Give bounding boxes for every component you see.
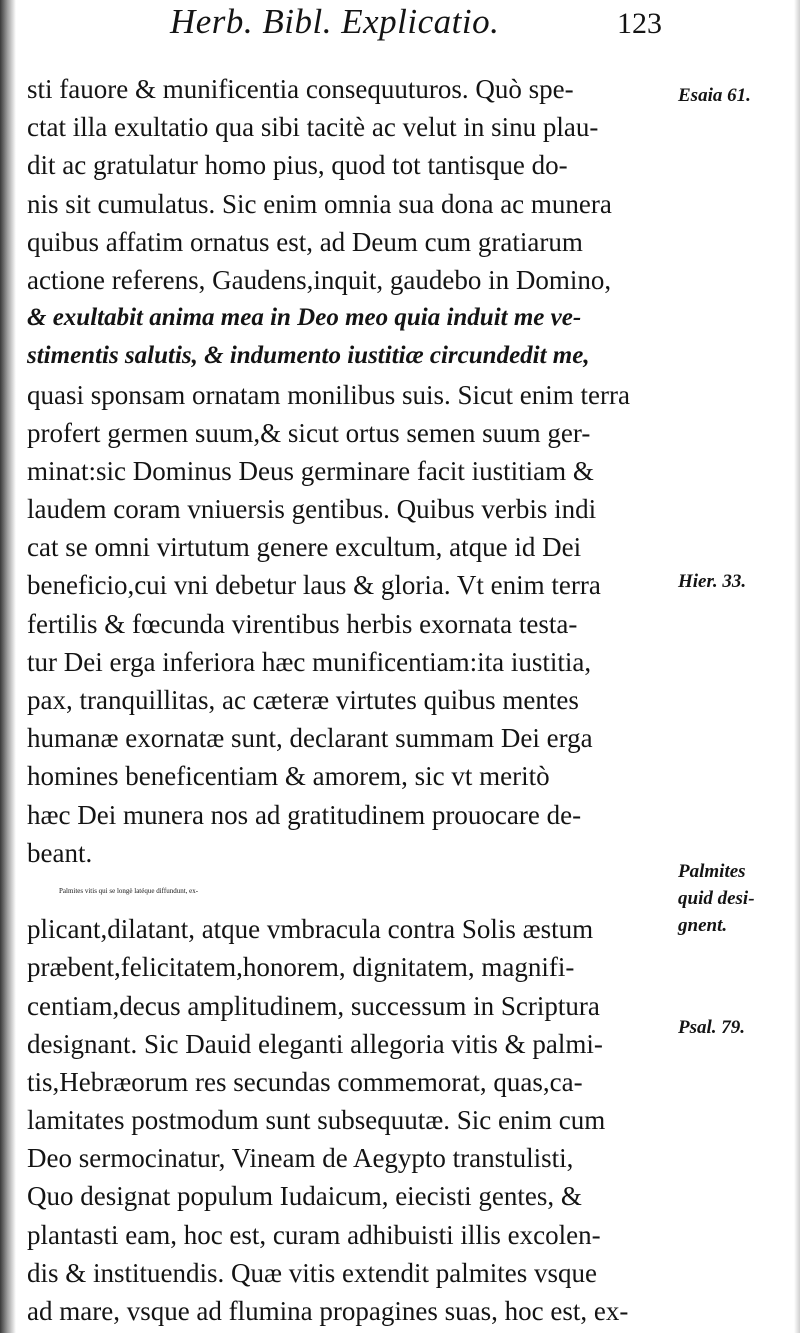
- text-line: profert germen suum,& sicut ortus semen suum ger-: [27, 417, 591, 448]
- text-line: quibus affatim ornatus est, ad Deum cum gratiarum: [27, 226, 583, 257]
- text-line-quotation: stimentis salutis, & indumento iustitiæ circundedit me,: [27, 342, 590, 370]
- text-line: nis sit cumulatus. Sic enim omnia sua dona ac munera: [27, 188, 612, 219]
- text-line: actione referens, Gaudens,inquit, gaudebo in Domino,: [27, 264, 612, 295]
- text-line-quotation: & exultabit anima mea in Deo meo quia induit me ve-: [27, 304, 582, 332]
- running-head-title: Herb. Bibl. Explicatio.: [170, 2, 500, 41]
- text-line: ad mare, vsque ad flumina propagines suas, hoc est, ex-: [27, 1296, 629, 1326]
- text-line: lamitates postmodum sunt subsequutæ. Sic enim cum: [27, 1105, 606, 1136]
- text-line: Deo sermocinatur, Vineam de Aegypto transtulisti,: [27, 1143, 574, 1174]
- text-line: laudem coram vniuersis gentibus. Quibus verbis indi: [27, 494, 597, 525]
- text-line: tis,Hebræorum res secundas commemorat, quas,ca-: [27, 1066, 583, 1097]
- text-line: præbent,felicitatem,honorem, dignitatem, magnifi-: [27, 952, 575, 983]
- margin-note-gnent: gnent.: [678, 915, 728, 936]
- text-line: pax, tranquillitas, ac cæteræ virtutes quibus mentes: [27, 685, 579, 715]
- text-line: dis & instituendis. Quæ vitis extendit palmites vsque: [27, 1257, 597, 1288]
- text-line: beneficio,cui vni debetur laus & gloria. Vt enim terra: [27, 570, 601, 601]
- text-line: designant. Sic Dauid eleganti allegoria vitis & palmi-: [27, 1028, 603, 1059]
- text-line: Quo designat populum Iudaicum, eiecisti gentes, &: [27, 1181, 582, 1212]
- text-line: quasi sponsam ornatam monilibus suis. Sicut enim terra: [27, 379, 630, 410]
- text-line: cat se omni virtutum genere excultum, atque id Dei: [27, 532, 582, 563]
- text-line: minat:sic Dominus Deus germinare facit iustitiam &: [27, 455, 594, 486]
- margin-note-quid-designent: quid desi-: [678, 888, 755, 909]
- margin-note-hier: Hier. 33.: [678, 571, 747, 592]
- text-line: sti fauore & munificentia consequuturos. Quò spe-: [27, 74, 574, 104]
- text-line: tur Dei erga inferiora hæc munificentiam:ita iustitia,: [27, 646, 592, 677]
- text-line: beant.: [27, 837, 93, 868]
- text-line: hæc Dei munera nos ad gratitudinem prouocare de-: [27, 799, 582, 830]
- text-line-paragraph-start: Palmites vitis qui se longè latéque diffundunt, ex-: [59, 886, 199, 895]
- text-line: homines beneficentiam & amorem, sic vt meritò: [27, 761, 550, 792]
- body-text: [27, 70, 667, 1330]
- text-line: ctat illa exultatio qua sibi tacitè ac velut in sinu plau-: [27, 112, 599, 143]
- margin-note-palmites: Palmites: [678, 861, 746, 882]
- text-line: fertilis & fœcunda virentibus herbis exornata testa-: [27, 608, 578, 639]
- page-edge-shadow: [0, 0, 16, 1333]
- text-line: plantasti eam, hoc est, curam adhibuisti illis excolen-: [27, 1219, 601, 1250]
- text-line: plicant,dilatant, atque vmbracula contra Solis æstum: [27, 914, 594, 945]
- margin-note-psal: Psal. 79.: [678, 1017, 746, 1038]
- page-number: 123: [617, 7, 662, 40]
- text-line: dit ac gratulatur homo pius, quod tot tantisque do-: [27, 150, 568, 181]
- text-line: centiam,decus amplitudinem, successum in Scriptura: [27, 990, 600, 1021]
- text-line: humanæ exornatæ sunt, declarant summam Dei erga: [27, 723, 593, 754]
- page-edge-right: [794, 0, 800, 1333]
- margin-note-esaia: Esaia 61.: [678, 85, 751, 106]
